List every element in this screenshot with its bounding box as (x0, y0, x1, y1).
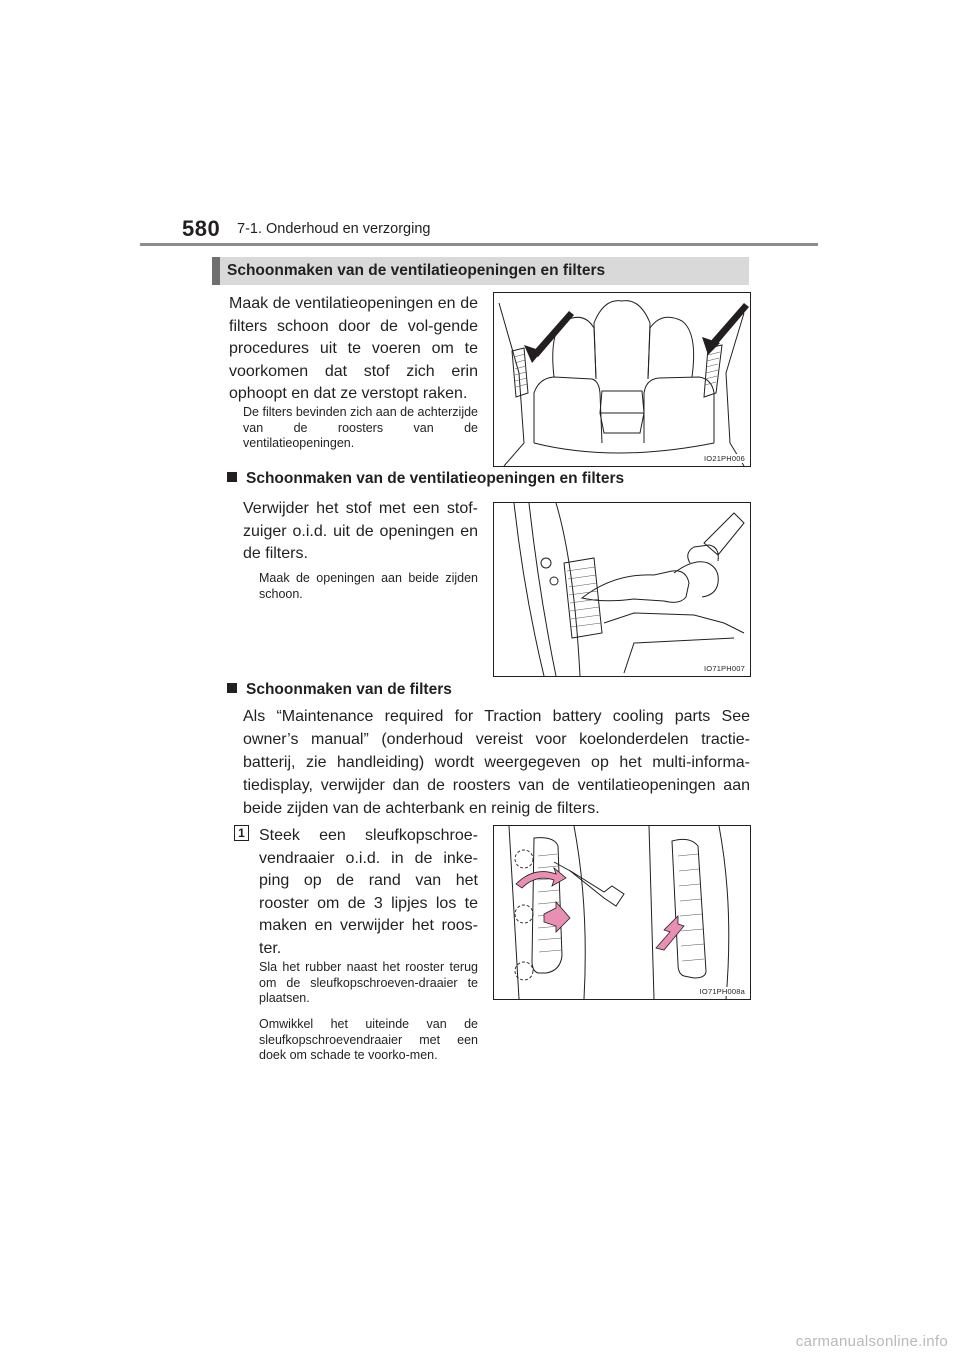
grille-removal-illustration (494, 826, 750, 999)
figure-vacuum-vent (493, 502, 751, 677)
square-bullet-icon (227, 472, 237, 482)
step-1-note-rubber: Sla het rubber naast het rooster terug om de sleufkopschroeven-draaier te plaatsen. (259, 960, 478, 1005)
figure-code: IO71PH007 (704, 664, 745, 673)
figure-rear-seat-vents (493, 292, 751, 467)
intro-paragraph: Maak de ventilatieopeningen en de filters schoon door de vol-gende procedures uit te voeren om te voorkomen dat stof zich erin ophoopt en dat ze verstopt raken. (229, 295, 478, 402)
subsection-heading-filters (227, 681, 452, 699)
subsection-title: Schoonmaken van de filters (246, 681, 452, 698)
vacuum-note: Maak de openingen aan beide zijden schoon. (259, 571, 478, 601)
figure-code: IO21PH006 (704, 454, 745, 463)
watermark: carmanualsonline.info (795, 1333, 948, 1350)
vacuum-paragraph: Verwijder het stof met een stof-zuiger o.i.d. uit de openingen en de filters. (243, 500, 478, 562)
square-bullet-icon (227, 683, 237, 693)
subsection-heading-vents (227, 470, 624, 488)
page-number: 580 (182, 216, 221, 241)
step-1-note-cloth: Omwikkel het uiteinde van de sleufkopschroevendraaier met een doek om schade te voorko-men. (259, 1017, 478, 1062)
figure-remove-grille (493, 825, 751, 1000)
step-1-text: Steek een sleufkopschroe-vendraaier o.i.d. in de inke-ping op de rand van het rooster om de 3 lipjes los te maken en verwijder het roos-ter. (259, 827, 478, 957)
filters-paragraph: Als “Maintenance required for Traction battery cooling parts See owner’s manual” (onderhoud vereist voor koelonderdelen tractie-batterij, zie handleiding) wordt weergegeven op het multi-informa-tiedisplay, verwijder dan de roosters van de ventilatieopeningen aan beide zijden van de achterbank en reinig de filters. (243, 708, 750, 817)
chapter-title: 7-1. Onderhoud en verzorging (237, 221, 431, 237)
header-rule (140, 243, 818, 246)
vacuum-illustration (494, 503, 750, 676)
subsection-title: Schoonmaken van de ventilatieopeningen en filters (246, 470, 625, 487)
section-accent (212, 257, 220, 285)
section-header (212, 257, 749, 285)
step-number: 1 (234, 825, 249, 841)
rear-seat-illustration (494, 293, 750, 466)
figure-code: IO71PH008a (699, 987, 745, 996)
intro-note: De filters bevinden zich aan de achterzijde van de roosters van de ventilatieopeningen. (243, 405, 478, 450)
section-title: Schoonmaken van de ventilatieopeningen en filters (227, 262, 606, 279)
